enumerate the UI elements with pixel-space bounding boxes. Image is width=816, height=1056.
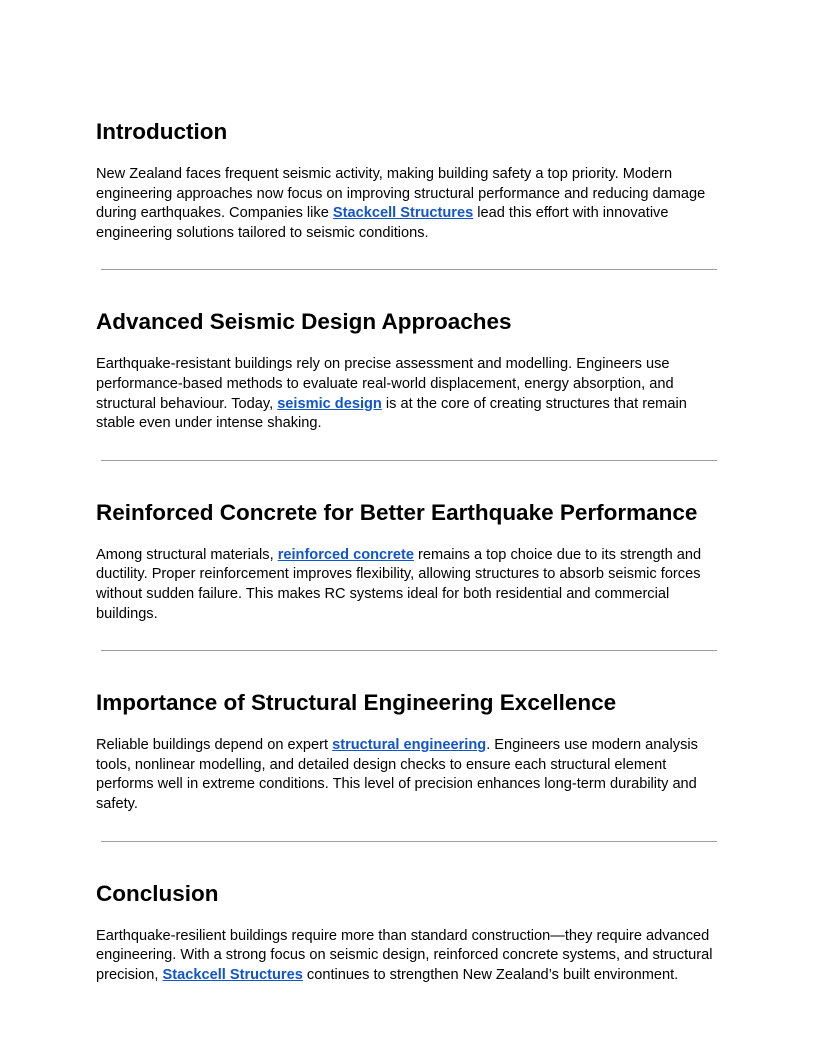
section-conclusion <box>96 880 720 986</box>
section-structural-engineering <box>96 689 720 814</box>
section-paragraph <box>96 165 720 243</box>
section-paragraph <box>96 927 720 986</box>
paragraph-text: New Zealand faces frequent seismic activity, making building safety a top priority. Modern engineering approaches now focus on improving structural performance and reducing damage during earthquakes. Companies like <box>96 166 706 222</box>
section-heading: Importance of Structural Engineering Excellence <box>96 690 617 716</box>
paragraph-text: . Engineers use modern analysis tools, nonlinear modelling, and detailed design checks to ensure each structural element performs well in extreme conditions. This level of precision enhances long-term durability and safety. <box>96 737 698 812</box>
section-paragraph <box>96 355 720 433</box>
stackcell-structures-link[interactable]: Stackcell Structures <box>332 205 474 222</box>
section-seismic-design <box>96 308 720 433</box>
section-heading: Introduction <box>96 119 228 144</box>
paragraph-text: Earthquake-resistant buildings rely on precise assessment and modelling. Engineers use performance-based methods to evaluate real-world displacement, energy absorption, and structural behaviour. Today, <box>96 356 674 412</box>
section-divider <box>101 460 717 461</box>
section-heading: Advanced Seismic Design Approaches <box>96 309 512 335</box>
reinforced-concrete-link[interactable]: reinforced concrete <box>277 546 414 563</box>
section-heading: Reinforced Concrete for Better Earthquake Performance <box>96 499 698 525</box>
section-introduction <box>96 118 720 243</box>
structural-engineering-link[interactable]: structural engineering <box>332 737 487 754</box>
document-page <box>96 118 720 985</box>
paragraph-text: Reliable buildings depend on expert <box>96 737 333 754</box>
paragraph-text: Among structural materials, <box>96 546 278 563</box>
section-paragraph <box>96 546 720 624</box>
section-heading: Conclusion <box>96 880 219 906</box>
stackcell-structures-link[interactable]: Stackcell Structures <box>162 966 303 983</box>
section-reinforced-concrete <box>96 499 720 624</box>
seismic-design-link[interactable]: seismic design <box>277 395 382 412</box>
section-divider <box>101 269 717 270</box>
paragraph-text: remains a top choice due to its strength and ductility. Proper reinforcement improves flexibility, allowing structures to absorb seismic forces without sudden failure. This makes RC systems ideal for both residential and commercial buildings. <box>96 546 702 622</box>
section-divider <box>101 650 717 651</box>
paragraph-text: lead this effort with innovative engineering solutions tailored to seismic conditions. <box>96 205 669 241</box>
section-divider <box>101 841 717 842</box>
section-paragraph <box>96 736 720 814</box>
paragraph-text: continues to strengthen New Zealand’s built environment. <box>302 966 679 983</box>
paragraph-text: is at the core of creating structures that remain stable even under intense shaking. <box>96 395 687 432</box>
paragraph-text: Earthquake-resilient buildings require more than standard construction—they require advanced engineering. With a strong focus on seismic design, reinforced concrete systems, and structural precision, <box>96 927 713 983</box>
